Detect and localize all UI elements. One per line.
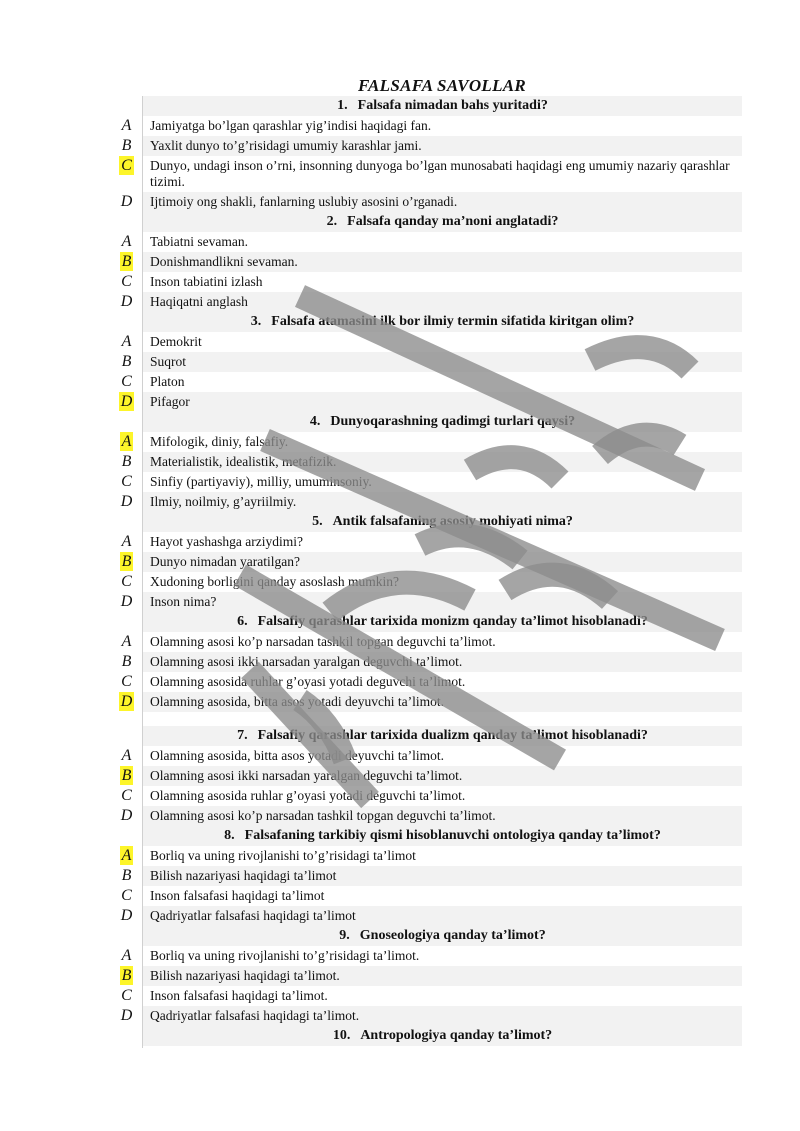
question-label: Falsafa nimadan bahs yuritadi?	[357, 98, 548, 113]
option-letter: C	[121, 987, 132, 1004]
option-text: Inson tabiatini izlash	[150, 274, 263, 289]
option-letter-cell	[110, 806, 143, 826]
option-text: Yaxlit dunyo to’g’risidagi umumiy karashlar jami.	[143, 136, 742, 156]
question-spacer	[110, 712, 742, 726]
option-text: Olamning asosida ruhlar g’oyasi yotadi deguvchi ta’limot.	[150, 674, 466, 689]
answer-option	[110, 786, 742, 806]
option-letter-cell	[110, 272, 143, 292]
question-label: Falsafa atamasini ilk bor ilmiy termin sifatida kiritgan olim?	[271, 314, 635, 329]
answer-option	[110, 1006, 742, 1026]
answer-option	[110, 806, 742, 826]
question-label: Antik falsafaning asosiy mohiyati nima?	[332, 514, 573, 529]
answer-option	[110, 632, 742, 652]
option-text: Olamning asosida, bitta asos yotadi deyuvchi ta’limot.	[143, 692, 742, 712]
option-letter-cell	[110, 452, 143, 472]
question-heading	[110, 1026, 742, 1046]
option-letter-cell	[110, 252, 143, 272]
option-letter: A	[121, 947, 132, 964]
option-text: Mifologik, diniy, falsafiy.	[150, 434, 289, 449]
option-letter-cell	[110, 116, 143, 136]
answer-option	[110, 432, 742, 452]
question-heading	[110, 926, 742, 946]
option-letter-cell	[110, 592, 143, 612]
answer-option	[110, 372, 742, 392]
option-letter: A	[121, 633, 132, 650]
option-letter-cell	[110, 766, 143, 786]
correct-answer-letter: B	[121, 967, 132, 984]
option-letter: D	[120, 907, 133, 924]
option-text: Xudoning borligini qanday asoslash mumkin?	[150, 574, 399, 589]
answer-option	[110, 672, 742, 692]
question-number: 9.	[339, 928, 350, 943]
option-text: Pifagor	[143, 392, 742, 412]
option-text: Ilmiy, noilmiy, g’ayriilmiy.	[143, 492, 742, 512]
option-letter-cell	[110, 692, 143, 712]
correct-answer-letter: D	[120, 693, 133, 710]
question-label: Antropologiya qanday ta’limot?	[360, 1028, 553, 1043]
question-label: Falsafaning tarkibiy qismi hisoblanuvchi ontologiya qanday ta’limot?	[244, 828, 661, 843]
answer-option	[110, 692, 742, 712]
question-number: 4.	[309, 414, 321, 429]
option-letter: A	[121, 333, 132, 350]
option-letter-cell	[110, 432, 143, 452]
question-heading	[110, 212, 742, 232]
option-letter-cell	[110, 846, 143, 866]
option-text: Tabiatni sevaman.	[150, 234, 249, 249]
correct-answer-letter: B	[121, 553, 132, 570]
option-letter: D	[120, 293, 133, 310]
question-heading	[110, 412, 742, 432]
question-heading	[110, 612, 742, 632]
answer-option	[110, 116, 742, 136]
option-text: Inson falsafasi haqidagi ta’limot	[150, 888, 325, 903]
option-text: Olamning asosida ruhlar g’oyasi yotadi deguvchi ta’limot.	[150, 788, 466, 803]
option-letter-cell	[110, 746, 143, 766]
answer-option	[110, 252, 742, 272]
option-text: Qadriyatlar falsafasi haqidagi ta’limot	[143, 906, 742, 926]
question-list	[110, 96, 742, 1046]
answer-option	[110, 652, 742, 672]
answer-option	[110, 352, 742, 372]
option-text: Demokrit	[150, 334, 202, 349]
question-number: 6.	[237, 614, 248, 629]
option-letter-cell	[110, 866, 143, 886]
option-letter: C	[121, 673, 132, 690]
document-title: FALSAFA SAVOLLAR	[357, 76, 527, 95]
option-text: Haqiqatni anglash	[143, 292, 742, 312]
question-text	[143, 512, 742, 532]
question-label: Falsafiy qarashlar tarixida dualizm qanday ta’limot hisoblanadi?	[257, 728, 648, 743]
answer-option	[110, 532, 742, 552]
option-letter: D	[120, 807, 133, 824]
answer-option	[110, 572, 742, 592]
option-letter-cell	[110, 986, 143, 1006]
question-number: 2.	[326, 214, 338, 229]
question-label: Falsafiy qarashlar tarixida monizm qanday ta’limot hisoblanadi?	[257, 614, 648, 629]
option-letter: D	[120, 193, 133, 210]
option-letter-cell	[110, 632, 143, 652]
answer-option	[110, 292, 742, 312]
option-letter-cell	[110, 1006, 143, 1026]
question-label: Dunyoqarashning qadimgi turlari qaysi?	[330, 414, 576, 429]
option-letter-cell	[110, 352, 143, 372]
question-label: Falsafa qanday ma’noni anglatadi?	[347, 214, 559, 229]
option-text: Materialistik, idealistik, metafizik.	[143, 452, 742, 472]
option-letter-cell	[110, 886, 143, 906]
option-letter-cell	[110, 232, 143, 252]
answer-option	[110, 746, 742, 766]
answer-option	[110, 156, 742, 192]
option-letter: C	[121, 787, 132, 804]
answer-option	[110, 452, 742, 472]
answer-option	[110, 392, 742, 412]
question-text	[143, 212, 742, 232]
option-letter: C	[121, 573, 132, 590]
answer-option	[110, 766, 742, 786]
question-number: 3.	[250, 314, 262, 329]
option-letter: B	[121, 353, 132, 370]
option-letter-cell	[110, 672, 143, 692]
option-letter-cell	[110, 472, 143, 492]
option-letter-cell	[110, 572, 143, 592]
option-letter-cell	[110, 786, 143, 806]
option-text: Bilish nazariyasi haqidagi ta’limot	[143, 866, 742, 886]
option-letter: D	[120, 493, 133, 510]
correct-answer-letter: B	[121, 767, 132, 784]
option-text: Olamning asosi ikki narsadan yaralgan deguvchi ta’limot.	[143, 652, 742, 672]
option-text: Olamning asosi ikki narsadan yaralgan deguvchi ta’limot.	[143, 766, 742, 786]
answer-option	[110, 136, 742, 156]
question-text	[143, 412, 742, 432]
correct-answer-letter: B	[121, 253, 132, 270]
option-text: Ijtimoiy ong shakli, fanlarning uslubiy asosini o’rganadi.	[143, 192, 742, 212]
correct-answer-letter: D	[120, 393, 133, 410]
option-letter: C	[121, 887, 132, 904]
answer-option	[110, 472, 742, 492]
question-heading	[110, 826, 742, 846]
question-text	[143, 1026, 742, 1046]
option-text: Dunyo nimadan yaratilgan?	[143, 552, 742, 572]
question-heading	[110, 96, 742, 116]
answer-option	[110, 846, 742, 866]
option-text: Donishmandlikni sevaman.	[143, 252, 742, 272]
option-letter: A	[121, 533, 132, 550]
option-letter-cell	[110, 652, 143, 672]
option-letter-cell	[110, 946, 143, 966]
answer-option	[110, 492, 742, 512]
question-text	[143, 312, 742, 332]
option-letter: D	[120, 1007, 133, 1024]
option-letter: A	[121, 233, 132, 250]
option-text: Inson nima?	[143, 592, 742, 612]
answer-option	[110, 192, 742, 212]
question-text	[143, 826, 742, 846]
option-text: Borliq va uning rivojlanishi to’g’risidagi ta’limot.	[150, 948, 420, 963]
option-letter: B	[121, 453, 132, 470]
question-number: 7.	[237, 728, 248, 743]
option-letter-cell	[110, 332, 143, 352]
option-text: Qadriyatlar falsafasi haqidagi ta’limot.	[143, 1006, 742, 1026]
question-label: Gnoseologiya qanday ta’limot?	[359, 928, 546, 943]
option-letter-cell	[110, 966, 143, 986]
option-letter: C	[121, 473, 132, 490]
question-heading	[110, 512, 742, 532]
question-number: 1.	[337, 98, 348, 113]
option-text: Inson falsafasi haqidagi ta’limot.	[150, 988, 328, 1003]
option-text: Olamning asosi ko’p narsadan tashkil topgan deguvchi ta’limot.	[143, 806, 742, 826]
option-text: Platon	[150, 374, 185, 389]
option-letter: B	[121, 867, 132, 884]
correct-answer-letter: A	[121, 433, 132, 450]
answer-option	[110, 332, 742, 352]
option-letter-cell	[110, 156, 143, 176]
option-text: Suqrot	[143, 352, 742, 372]
answer-option	[110, 906, 742, 926]
answer-option	[110, 232, 742, 252]
option-letter-cell	[110, 906, 143, 926]
answer-option	[110, 946, 742, 966]
option-letter-cell	[110, 532, 143, 552]
question-heading	[110, 726, 742, 746]
option-letter: C	[121, 373, 132, 390]
option-letter-cell	[110, 372, 143, 392]
question-text	[143, 96, 742, 116]
option-letter-cell	[110, 136, 143, 156]
answer-option	[110, 866, 742, 886]
option-text: Olamning asosida, bitta asos yotadi deyuvchi ta’limot.	[150, 748, 444, 763]
question-text	[143, 726, 742, 746]
question-heading	[110, 312, 742, 332]
option-text: Bilish nazariyasi haqidagi ta’limot.	[143, 966, 742, 986]
answer-option	[110, 966, 742, 986]
option-letter: A	[121, 747, 132, 764]
correct-answer-letter: A	[121, 847, 132, 864]
option-text: Olamning asosi ko’p narsadan tashkil topgan deguvchi ta’limot.	[150, 634, 496, 649]
option-text: Dunyo, undagi inson o’rni, insonning dunyoga bo’lgan munosabati haqidagi eng umumiy nazariy qarashlar tizimi.	[150, 158, 730, 189]
option-letter: A	[121, 117, 132, 134]
answer-option	[110, 986, 742, 1006]
option-letter-cell	[110, 552, 143, 572]
option-text: Hayot yashashga arziydimi?	[150, 534, 303, 549]
question-number: 5.	[312, 514, 323, 529]
option-letter-cell	[110, 392, 143, 412]
option-letter-cell	[110, 292, 143, 312]
option-letter: B	[121, 653, 132, 670]
question-text	[143, 926, 742, 946]
answer-option	[110, 552, 742, 572]
answer-option	[110, 592, 742, 612]
answer-option	[110, 272, 742, 292]
option-text: Jamiyatga bo’lgan qarashlar yig’indisi haqidagi fan.	[150, 118, 432, 133]
question-number: 10.	[332, 1028, 351, 1043]
question-text	[143, 612, 742, 632]
option-letter: D	[120, 593, 133, 610]
correct-answer-letter: C	[121, 157, 132, 174]
option-letter: C	[121, 273, 132, 290]
answer-option	[110, 886, 742, 906]
option-letter: B	[121, 137, 132, 154]
option-letter-cell	[110, 492, 143, 512]
question-number: 8.	[224, 828, 235, 843]
option-letter-cell	[110, 192, 143, 212]
option-text: Sinfiy (partiyaviy), milliy, umuminsoniy.	[150, 474, 372, 489]
option-text: Borliq va uning rivojlanishi to’g’risidagi ta’limot	[150, 848, 416, 863]
